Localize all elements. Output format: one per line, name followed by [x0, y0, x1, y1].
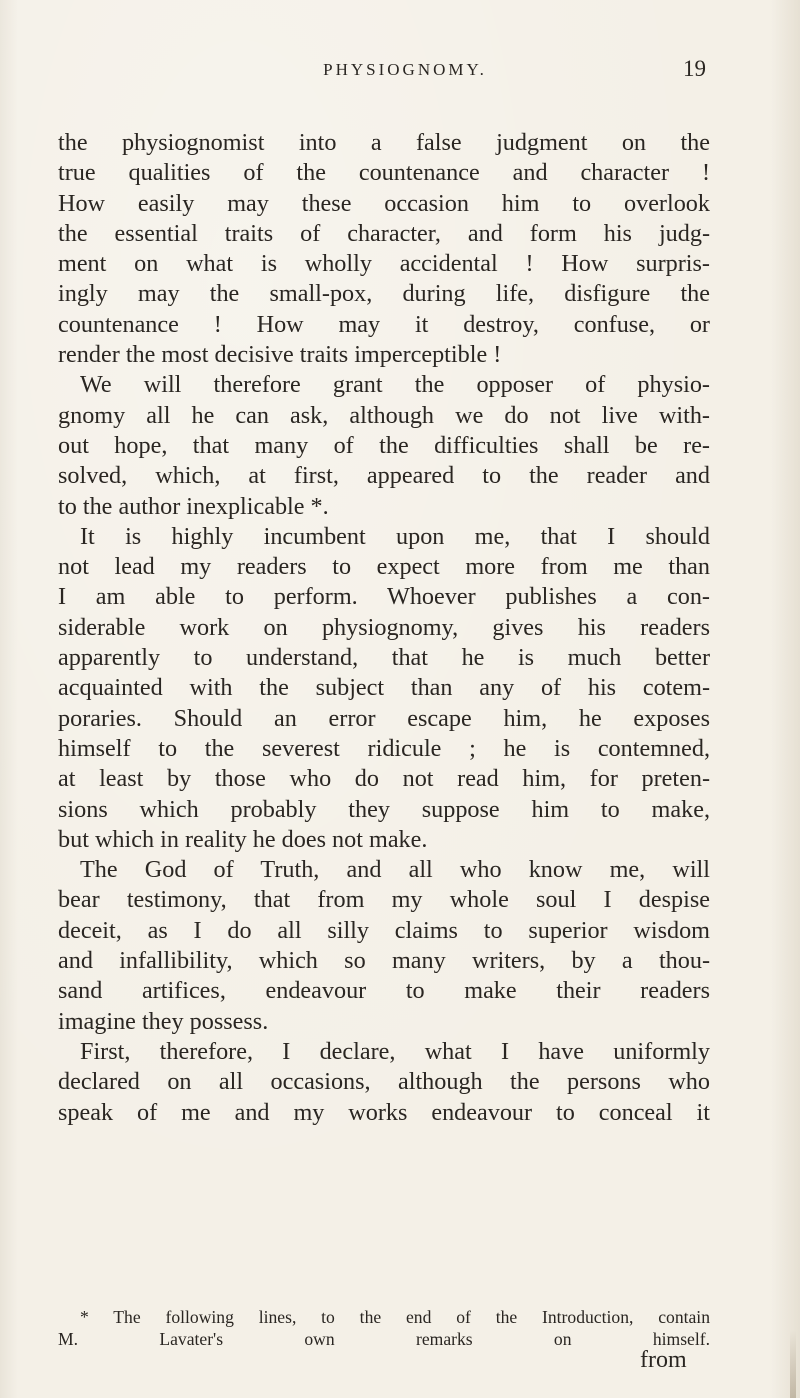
text-line: the physiognomist into a false judgment on the	[58, 129, 710, 156]
page-header	[0, 56, 800, 90]
footnote-line: * The following lines, to the end of the Introduction, contain	[80, 1307, 710, 1327]
text-line: apparently to understand, that he is much better	[58, 644, 710, 672]
text-line: himself to the severest ridicule ; he is contemned,	[58, 734, 710, 762]
text-line: acquainted with the subject than any of his cotem-	[58, 674, 710, 702]
footnote-line: M. Lavater's own remarks on himself.	[58, 1329, 710, 1349]
text-line: deceit, as I do all silly claims to superior wisdom	[58, 916, 710, 944]
text-line: declared on all occasions, although the persons who	[58, 1068, 710, 1096]
text-line: We will therefore grant the opposer of physio-	[80, 371, 710, 399]
text-line: out hope, that many of the difficulties shall be re-	[58, 431, 710, 459]
text-line: solved, which, at first, appeared to the reader and	[58, 462, 710, 490]
text-line: at least by those who do not read him, for preten-	[58, 765, 710, 793]
text-line: How easily may these occasion him to overlook	[58, 189, 710, 217]
text-line: to the author inexplicable *.	[58, 492, 329, 520]
text-line: siderable work on physiognomy, gives his readers	[58, 613, 710, 641]
catchword: from	[640, 1347, 687, 1373]
text-line: bear testimony, that from my whole soul I despise	[58, 886, 710, 914]
text-line: It is highly incumbent upon me, that I should	[80, 522, 710, 550]
running-head: PHYSIOGNOMY.	[323, 60, 487, 79]
text-line: The God of Truth, and all who know me, will	[80, 856, 710, 884]
text-line: sions which probably they suppose him to make,	[58, 795, 710, 823]
footnote	[58, 1306, 710, 1350]
page-number: 19	[683, 56, 706, 81]
text-line: true qualities of the countenance and character !	[58, 159, 710, 187]
text-line: the essential traits of character, and form his judg-	[58, 219, 710, 247]
body-text	[58, 128, 710, 1128]
text-line: First, therefore, I declare, what I have uniformly	[80, 1037, 710, 1065]
text-line: speak of me and my works endeavour to conceal it	[58, 1098, 710, 1126]
text-line: imagine they possess.	[58, 1007, 269, 1035]
text-line: gnomy all he can ask, although we do not live with-	[58, 401, 710, 429]
text-line: sand artifices, endeavour to make their readers	[58, 977, 710, 1005]
text-line: ment on what is wholly accidental ! How surpris-	[58, 250, 710, 278]
text-line: but which in reality he does not make.	[58, 825, 428, 853]
text-line: countenance ! How may it destroy, confuse, or	[58, 310, 710, 338]
text-line: render the most decisive traits imperceptible !	[58, 341, 502, 369]
text-line: poraries. Should an error escape him, he exposes	[58, 704, 710, 732]
text-line: and infallibility, which so many writers, by a thou-	[58, 947, 710, 975]
text-line: ingly may the small-pox, during life, disfigure the	[58, 280, 710, 308]
page-edge-shadow	[790, 1330, 796, 1398]
text-line: I am able to perform. Whoever publishes a con-	[58, 583, 710, 611]
text-line: not lead my readers to expect more from me than	[58, 553, 710, 581]
